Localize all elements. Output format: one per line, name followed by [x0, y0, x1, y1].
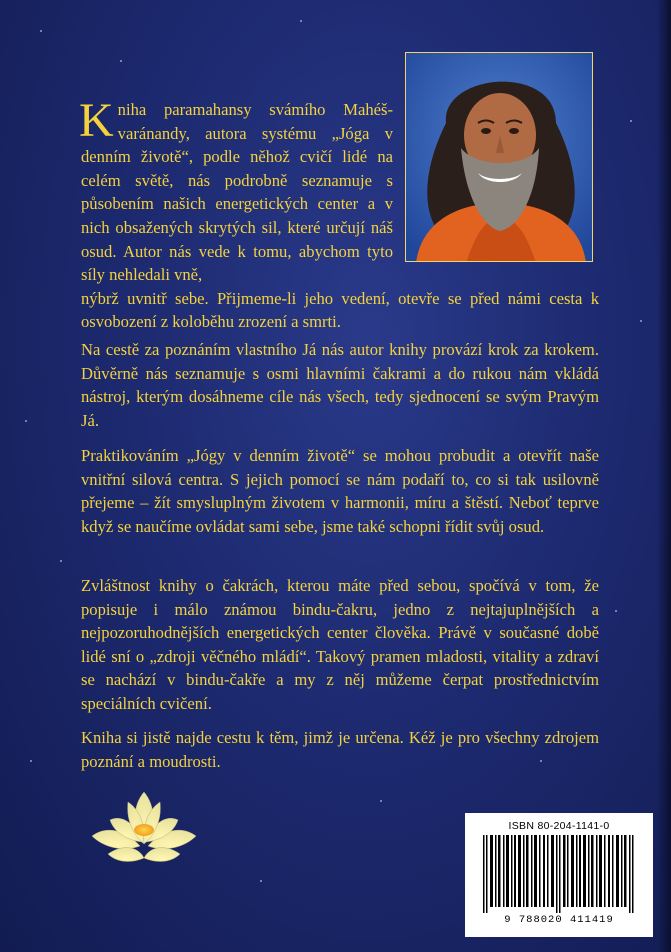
bindu-chakra-paragraph: Zvláštnost knihy o čakrách, kterou máte před sebou, spočívá v tom, že popisuje i málo známou bindu-čakru, jedno z nejtajuplnějších a nejpozoruhodnějších energetických center člověka. Právě v současné době lidé sní o „zdroji věčného mládí“. Takový pramen mladosti, vitality a zdraví se nachází v bindu-čakře a my z něj můžeme čerpat prostřednictvím speciálních cvičení. [81, 576, 599, 713]
spine-shadow [657, 0, 671, 952]
star-decoration [60, 560, 62, 562]
barcode-bars [479, 835, 639, 913]
star-decoration [40, 30, 42, 32]
star-decoration [630, 120, 632, 122]
yoga-practice-paragraph: Praktikováním „Jógy v denním životě“ se mohou probudit a otevřít naše vnitřní silová centra. S jejich pomocí se nám podaří to, co si tak usilovně přejeme – žít smysluplným životem v harmonii, míru a štěstí. Neboť teprve když se naučíme ovládat sami sebe, jsme také schopni řídit svůj osud. [81, 446, 599, 536]
intro-paragraph [79, 94, 599, 334]
star-decoration [25, 420, 27, 422]
intro-paragraph-narrow [79, 94, 393, 287]
star-decoration [300, 20, 302, 22]
isbn-barcode [465, 813, 653, 937]
drop-cap-letter: K [79, 94, 114, 147]
lotus-flower-image [88, 784, 200, 866]
intro-paragraph-continuation: nýbrž uvnitř sebe. Přijmeme-li jeho vedení, otevře se před námi cesta k osvobození z koloběhu zrození a smrti. [81, 288, 599, 332]
star-decoration [640, 320, 642, 322]
star-decoration [260, 880, 262, 882]
closing-paragraph: Kniha si jistě najde cestu k těm, jimž je určena. Kéž je pro všechny zdrojem poznání a moudrosti. [81, 728, 599, 771]
star-decoration [615, 610, 617, 612]
ean-digits: 9 788020 411419 [504, 914, 614, 926]
intro-paragraph-text: niha paramahansy svámího Mahéšvaránandy, autora systému „Jóga v denním životě“, podle něhož cvičí lidé na celém světě, nás podrobně seznamuje s působením našich energetických center a v nich obsažených skrytých sil, které určují náš osud. Autor nás vede k tomu, abychom tyto síly nehledali vně, [81, 100, 393, 285]
star-decoration [380, 800, 382, 802]
chakras-paragraph: Na cestě za poznáním vlastního Já nás autor knihy provází krok za krokem. Důvěrně nás seznamuje s osmi hlavními čakrami a do rukou nám vkládá nástroj, kterým dosáhneme cíle nás všech, tedy sjednocení se svým Pravým Já. [81, 340, 599, 430]
star-decoration [30, 760, 32, 762]
isbn-label: ISBN 80-204-1141-0 [508, 820, 610, 832]
star-decoration [120, 60, 122, 62]
